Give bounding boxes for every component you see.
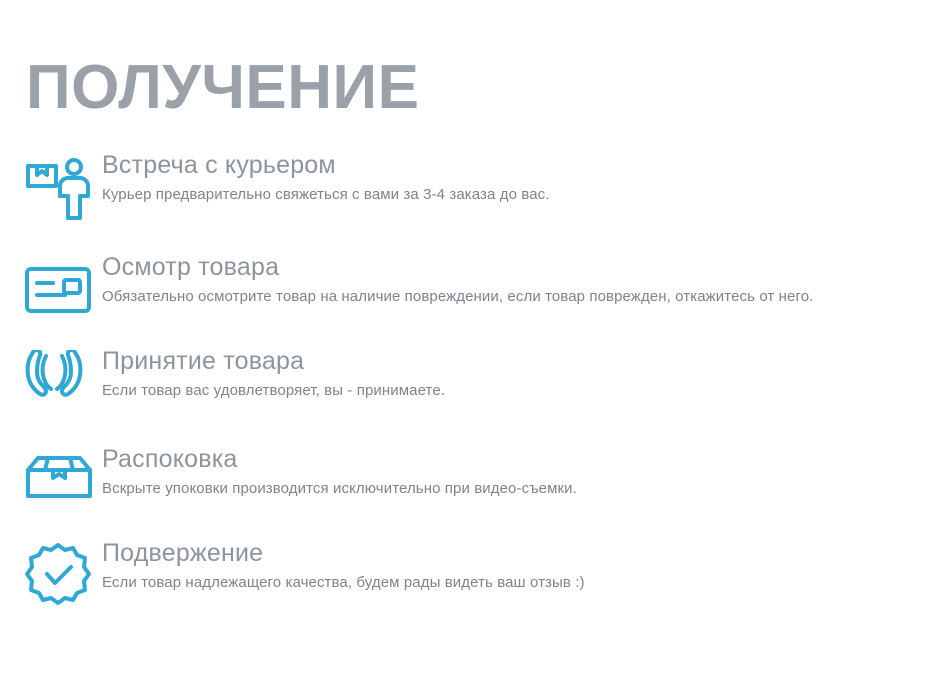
verified-check-icon [22, 536, 102, 608]
list-item [0, 344, 934, 416]
page-title: ПОЛУЧЕНИЕ [26, 52, 420, 122]
courier-meeting-icon [22, 148, 102, 220]
list-item [0, 250, 934, 322]
list-item-body [102, 344, 934, 401]
steps-list [0, 148, 934, 608]
step-description: Если товар вас удовлетворяет, вы - принимаете. [102, 382, 446, 399]
package-inspection-icon [22, 250, 102, 322]
step-title: Принятие товара [102, 347, 305, 375]
step-description: Если товар надлежащего качества, будем рады видеть ваш отзыв :) [102, 574, 585, 591]
list-item [0, 442, 934, 514]
list-item-body [102, 250, 934, 307]
open-box-icon [22, 442, 102, 514]
list-item-body [102, 442, 934, 499]
step-description: Вскрыте упоковки производится исключительно при видео-съемки. [102, 480, 577, 497]
step-description: Обязательно осмотрите товар на наличие повреждении, если товар поврежден, откажитесь от него. [102, 288, 814, 305]
step-title: Распоковка [102, 445, 238, 473]
list-item-body [102, 536, 934, 593]
step-description: Курьер предварительно свяжеться с вами за 3-4 заказа до вас. [102, 186, 550, 203]
step-title: Осмотр товара [102, 253, 280, 281]
step-title: Встреча с курьером [102, 151, 336, 179]
list-item [0, 536, 934, 608]
list-item [0, 148, 934, 220]
accepting-hands-icon [22, 344, 102, 416]
list-item-body [102, 148, 934, 205]
step-title: Подвержение [102, 539, 264, 567]
